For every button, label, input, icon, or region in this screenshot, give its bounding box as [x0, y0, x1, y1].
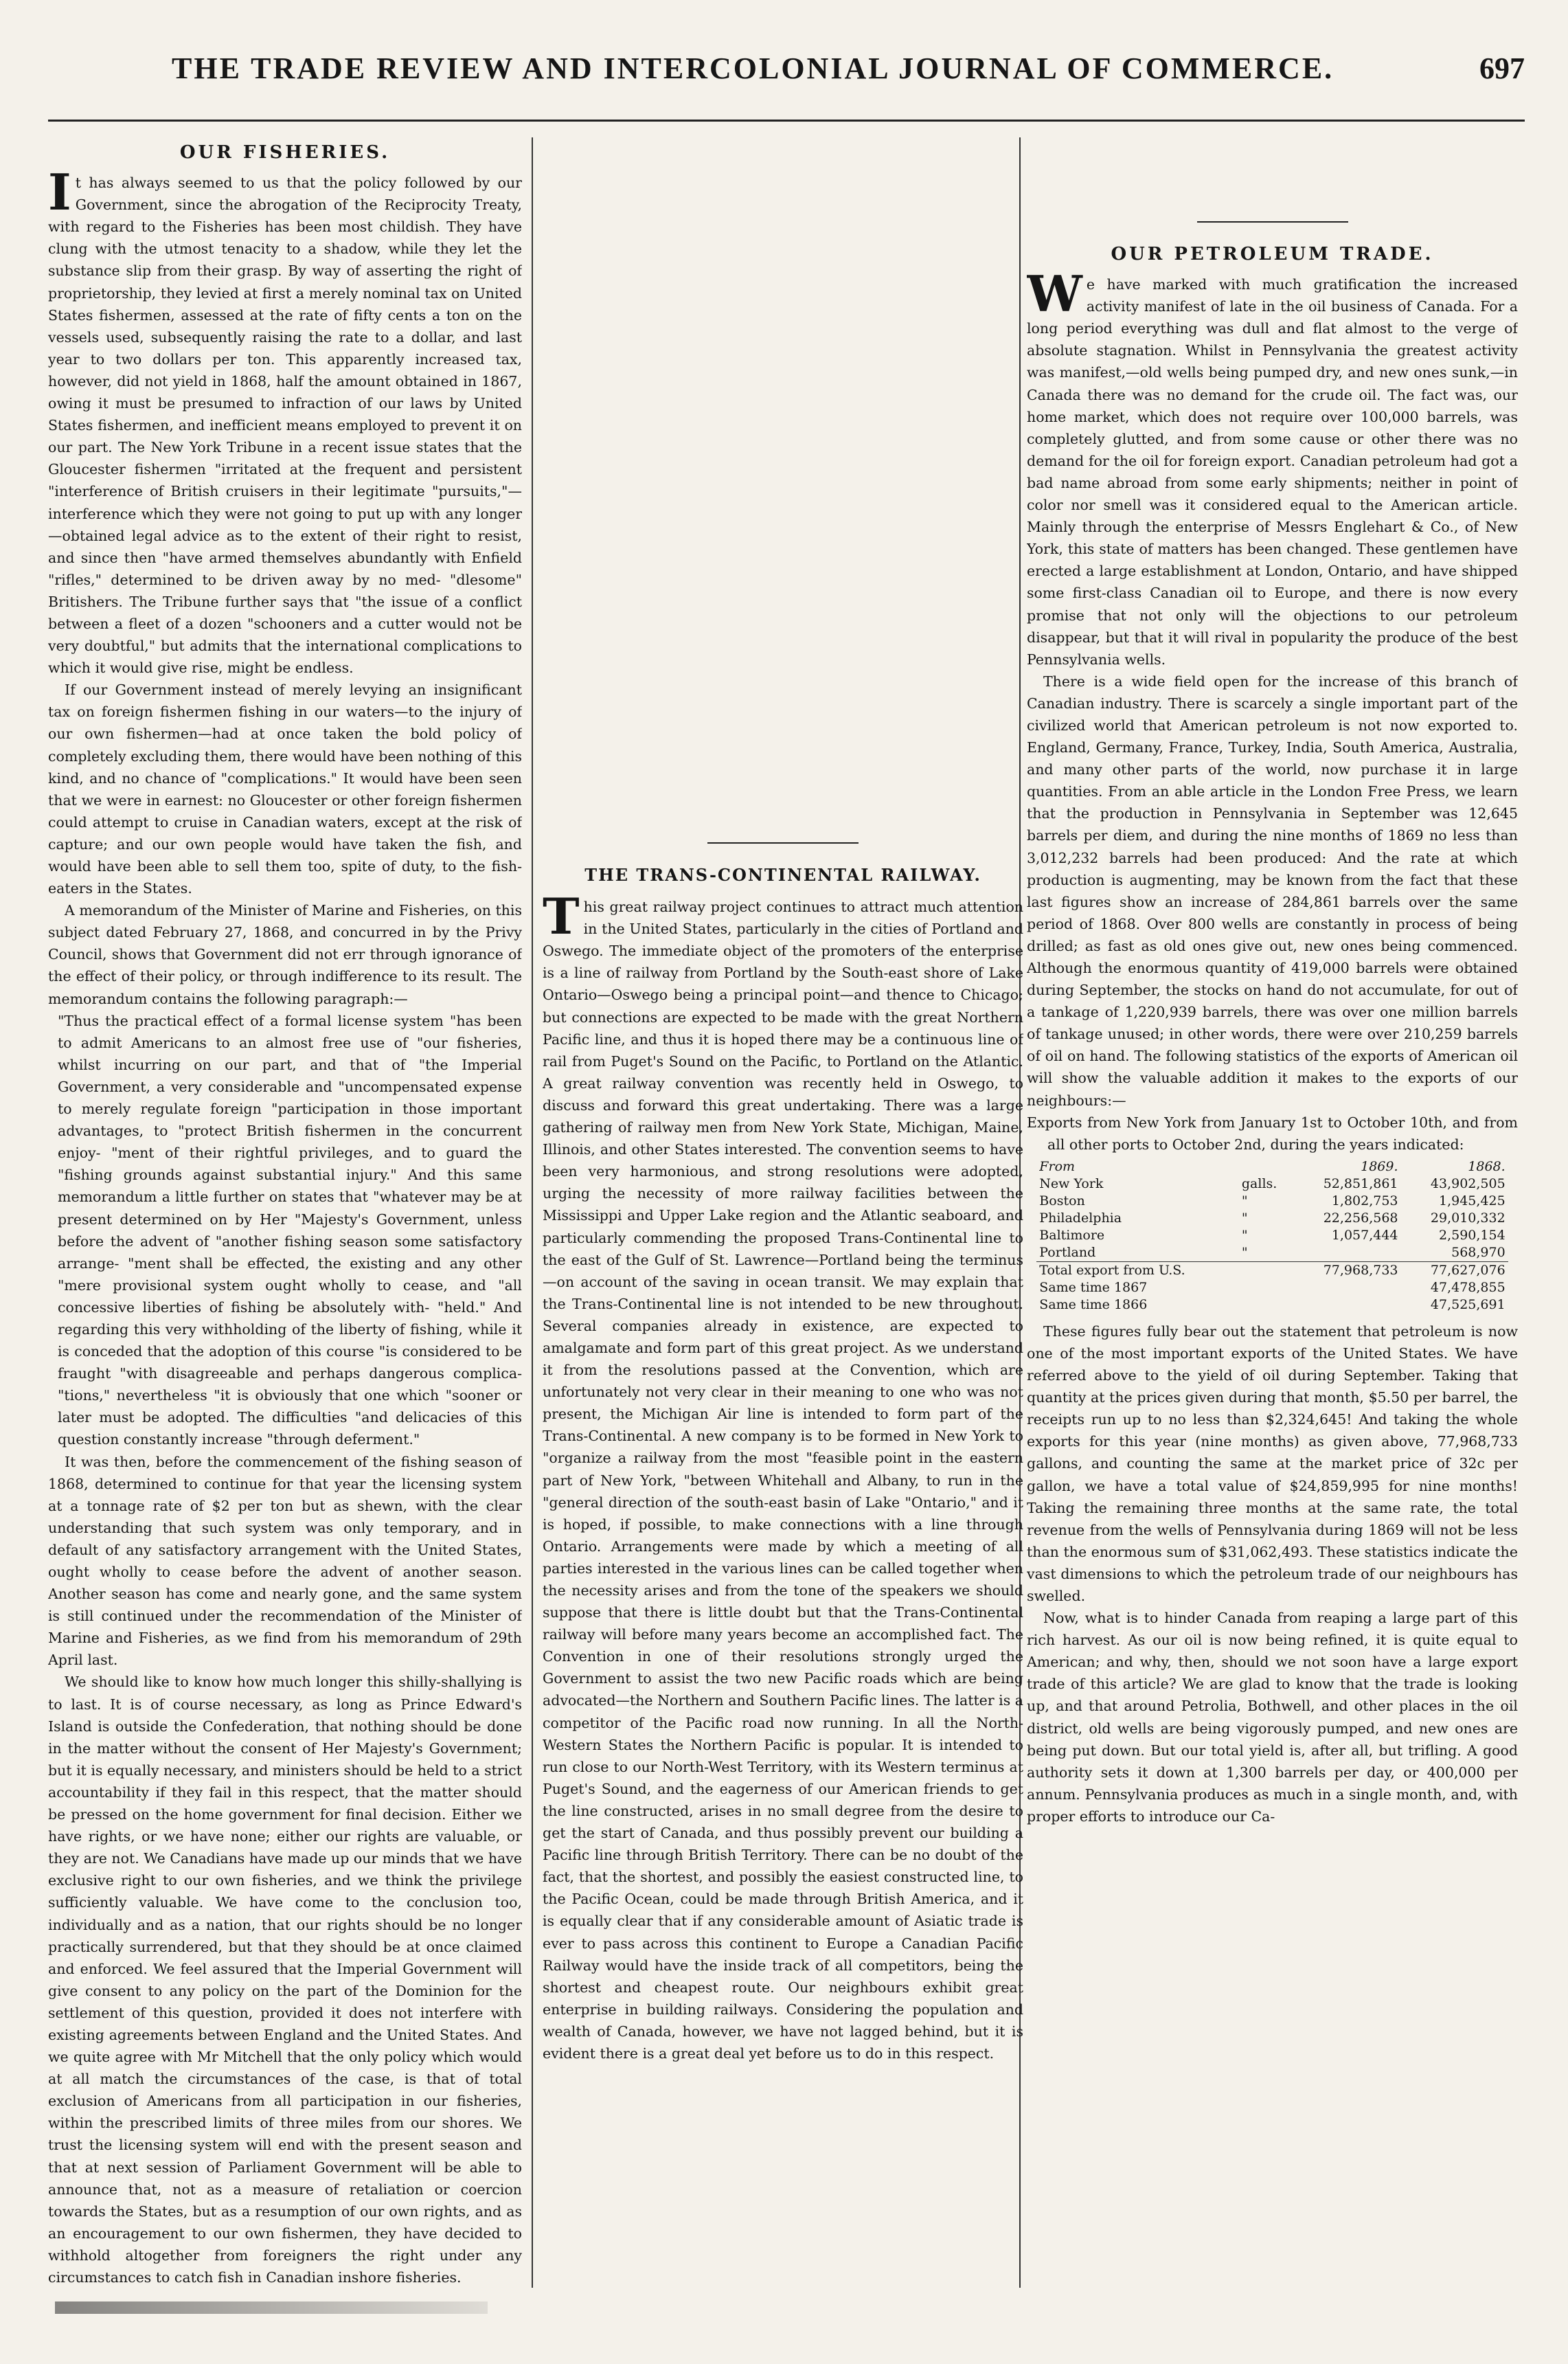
table-cell: 77,627,076	[1401, 1261, 1508, 1279]
table-cell: Same time 1866	[1039, 1296, 1148, 1312]
table-cell: 2,590,154	[1438, 1227, 1505, 1243]
table-cell	[1239, 1279, 1293, 1296]
table-cell	[1293, 1244, 1400, 1262]
table-row	[1036, 1279, 1508, 1296]
petroleum-paragraph: We have marked with much gratification the increased activity manifest of late in the oil business of Canada. For a long period everything was dull and flat almost to the verge of absolute stagnation. Whilst in Pennsylvania the greatest activity was manifest,—old wells being pumped dry, and new ones sunk,—in Canada there was no demand for the crude oil. The fact was, our home market, which does not require over 100,000 barrels, was completely glutted, and from some cause or other there was no demand for the oil for foreign export. Canadian petroleum had got a bad name abroad from some early shipments; neither in point of color nor smell was it considered equal to the American article. Mainly through the enterprise of Messrs Englehart & Co., of New York, this state of matters has been changed. These gentlemen have erected a large establishment at London, Ontario, and have shipped some first-class Canadian oil to Europe, and there is now every promise that not only will the objections to our petroleum disappear, but that it will rival in popularity the produce of the best Pennsylvania wells.	[1027, 264, 1518, 668]
table-cell: "	[1241, 1210, 1248, 1226]
fisheries-continuation	[543, 137, 1023, 824]
table-cell	[1293, 1296, 1400, 1314]
railway-heading: THE TRANS-CONTINENTAL RAILWAY.	[584, 865, 981, 885]
section-separator	[707, 842, 859, 844]
fisheries-paragraph: A memorandum of the Minister of Marine and Fisheries, on this subject dated February 27, 1868, and concurred in by the Privy Council, shows that Government did not err through ignorance of the effect of their policy, or through indifference to its result. The memorandum contains the following paragraph:—	[48, 902, 522, 1007]
petroleum-paragraph: There is a wide field open for the increase of this branch of Canadian industry. There is scarcely a single important part of the civilized world that American petroleum is not now exported to. England, Germany, France, Turkey, India, South America, Australia, and many other parts of the world, now purchase it in large quantities. From an able article in the London Free Press, we learn that the production in Pennsylvania in September was 12,645 barrels per diem, and during the nine months of 1869 no less than 3,012,232 barrels had been produced: And the rate at which production is augmenting, may be known from the fact that these last figures show an increase of 284,861 barrels over the same period of 1868. Over 800 wells are constantly in process of being drilled; as fast as old ones give out, new ones being commenced. Although the enormous quantity of 419,000 barrels were obtained during September, the stocks on hand do not accumulate, for out of a tankage of 1,220,939 barrels, there was over one million barrels of tankage unused; in other words, there were over 210,259 barrels of oil on hand. The following statistics of the exports of American oil will show the valuable addition it makes to the exports of our neighbours:—	[1027, 673, 1518, 1109]
table-header-cell: 1869.	[1361, 1158, 1398, 1174]
fisheries-paragraph: If our Government instead of merely levying an insignificant tax on foreign fishermen fishing in our waters—to the injury of our own fishermen—had at once taken the bold policy of completely excluding them, there would have been nothing of this kind, and no chance of "complications." It would have been seen that we were in earnest: no Gloucester or other foreign fishermen could attempt to cruise in Canadian waters, except at the risk of capture; and our own people would have taken the fish, and would have been able to sell them too, spite of duty, to the fish-eaters in the States.	[48, 682, 522, 897]
memorandum-quote	[48, 1010, 522, 1451]
table-cell: 22,256,568	[1323, 1210, 1398, 1226]
table-cell: "	[1241, 1244, 1248, 1260]
table-cell: Same time 1867	[1039, 1279, 1148, 1295]
table-cell: 77,968,733	[1293, 1261, 1400, 1279]
petroleum-paragraph: These figures fully bear out the statement that petroleum is now one of the most important exports of the United States. We have referred above to the yield of oil during September. Taking that quantity at the prices given during that month, $5.50 per barrel, the receipts run up to no less than $2,324,645! And taking the whole exports for this year (nine months) as given above, 77,968,733 gallons, and counting the same at the market price of 32c per gallon, we have a total value of $24,859,995 for nine months! Taking the remaining three months at the same rate, the total revenue from the wells of Pennsylvania during 1869 will not be less than the enormous sum of $31,062,493. These statistics indicate the vast dimensions to which the petroleum trade of our neighbours has swelled.	[1027, 1322, 1518, 1604]
table-cell: 52,851,861	[1323, 1175, 1398, 1191]
page-edge-stain	[55, 2301, 488, 2314]
railway-paragraph: This great railway project continues to attract much attention in the United States, particularly in the cities of Portland and Oswego. The immediate object of the promoters of the enterprise is a line of railway from Portland by the South-east shore of Lake Ontario—Oswego being a principal point—and thence to Chicago; but connections are expected to be made with the great Northern Pacific line, and thus it is hoped there may be a continuous line of rail from Puget's Sound on the Pacific, to Portland on the Atlantic. A great railway convention was recently held in Oswego, to discuss and forward this great undertaking. There was a large gathering of railway men from New York State, Michigan, Maine, Illinois, and other States interested. The convention seems to have been very harmonious, and strong resolutions were adopted, urging the necessity of more railway facilities between the Mississippi and Upper Lake region and the Atlantic seaboard, and particularly commending the proposed Trans-Continental line to the east of the Gulf of St. Lawrence—Portland being the terminus—on account of the saving in ocean transit. We may explain that the Trans-Continental line is not intended to be new throughout. Several companies already in existence, are expected to amalgamate and form part of this great project. As we understand it from the resolutions passed at the Convention, which are unfortunately not very clear in their meaning to one who was not present, the Michigan Air line is intended to form part of the Trans-Continental. A new company is to be formed in New York to "organize a railway from the most "feasible point in the eastern part of New York, "between Whitehall and Albany, to run in the "general direction of the south-east basin of Lake "Ontario," and it is hoped, if possible, to make connections with a line through Ontario. Arrangements were made by which a meeting of all parties interested in the various lines can be called together when the necessity arises and from the tone of the speakers we should suppose that there is little doubt but that the Trans-Continental railway will before many years become an accomplished fact. The Convention in one of their resolutions strongly urged the Government to assist the two new Pacific roads which are being advocated—the Northern and Southern Pacific lines. The latter is a competitor of the Pacific road now running. In all the North-Western States the Northern Pacific is popular. It is intended to run close to our North-West Territory, with its Western terminus at Puget's Sound, and the eagerness of our American friends to get the line constructed, arises in no small degree from the desire to get the start of Canada, and thus possibly prevent our building a Pacific line through British Territory. There can be no doubt of the fact, that the shortest, and possibly the easiest constructed line, to the Pacific Ocean, could be made through British America, and it is equally clear that if any considerable amount of Asiatic trade is ever to pass across this continent to Europe a Canadian Pacific Railway would have the inside track of all competitors, being the shortest and cheapest route. Our neighbours exhibit great enterprise in building railways. Considering the population and wealth of Canada, however, we have not lagged behind, but it is evident there is a great deal yet before us to do in this respect.	[543, 887, 1023, 2062]
table-cell: 1,802,753	[1331, 1193, 1398, 1208]
table-cell: 47,478,855	[1430, 1279, 1505, 1295]
table-cell: Philadelphia	[1039, 1210, 1122, 1226]
table-header-cell	[1239, 1158, 1293, 1175]
page-header	[48, 43, 1525, 125]
table-cell: "	[1241, 1227, 1248, 1243]
table-row	[1036, 1175, 1508, 1193]
fisheries-heading: OUR FISHERIES.	[179, 142, 391, 163]
table-row	[1036, 1296, 1508, 1314]
exports-table	[1036, 1158, 1508, 1314]
column-1	[48, 137, 522, 2301]
table-row	[1036, 1210, 1508, 1227]
table-row	[1036, 1193, 1508, 1210]
fisheries-paragraph: We should like to know how much longer this shilly-shallying is to last. It is of course necessary, as long as Prince Edward's Island is outside the Confederation, that nothing should be done in the matter without the consent of Her Majesty's Government; but it is equally necessary, and ministers should be held to a strict accountability if they fail in this respect, that the matter should be pressed on the home government for final decision. Either we have rights, or we have none; either our rights are valuable, or they are not. We Canadians have made up our minds that we have exclusive right to our own fisheries, and we think the privilege sufficiently valuable. We have come to the conclusion too, individually and as a nation, that our rights should be no longer practically surrendered, but that they should be at once claimed and enforced. We feel assured that the Imperial Government will give consent to any policy on the part of the Dominion for the settlement of this question, provided it does not interfere with existing agreements between England and the United States. And we quite agree with Mr Mitchell that the only policy which would at all match the circumstances of the case, is that of total exclusion of Americans from all participation in our fisheries, within the prescribed limits of three miles from our shores. We trust the licensing system will end with the present season and that at next session of Parliament Government will be able to announce that, not as a measure of retaliation or coercion towards the States, but as a resumption of our own rights, and as an encouragement to our own fishermen, they have decided to withhold altogether from foreigners the right under any circumstances to catch fish in Canadian inshore fisheries.	[48, 1674, 522, 2286]
railway-continuation	[1027, 137, 1518, 203]
table-total-row	[1036, 1261, 1508, 1279]
table-cell: 568,970	[1451, 1244, 1505, 1260]
column-divider-1	[532, 137, 533, 2288]
table-cell: Boston	[1039, 1193, 1085, 1208]
table-cell: 1,057,444	[1331, 1227, 1398, 1243]
table-cell: galls.	[1241, 1175, 1277, 1191]
table-header-cell: 1868.	[1468, 1158, 1505, 1174]
header-rule	[48, 120, 1525, 122]
table-cell: Total export from U.S.	[1036, 1261, 1239, 1279]
table-row	[1036, 1227, 1508, 1244]
table-cell: "	[1241, 1193, 1248, 1208]
fisheries-paragraph: It was then, before the commencement of the fishing season of 1868, determined to continue for that year the licensing system at a tonnage rate of $2 per ton but as shewn, with the clear understanding that such system was only temporary, and in default of any satisfactory arrangement with the United States, ought wholly to cease before the advent of another season. Another season has come and nearly gone, and the same system is still continued under the recommendation of the Minister of Marine and Fisheries, as we find from his memorandum of 29th April last.	[48, 1453, 522, 1669]
exports-table-intro: Exports from New York from January 1st to October 10th, and from all other ports to October 2nd, during the years indicated:	[1027, 1114, 1518, 1153]
journal-title: THE TRADE REVIEW AND INTERCOLONIAL JOURNAL OF COMMERCE.	[172, 52, 1334, 85]
petroleum-heading: OUR PETROLEUM TRADE.	[1111, 244, 1434, 264]
section-separator	[1197, 221, 1348, 223]
table-cell: 47,525,691	[1430, 1296, 1505, 1312]
table-row	[1036, 1244, 1508, 1262]
table-cell	[1239, 1261, 1293, 1279]
table-cell	[1293, 1279, 1400, 1296]
table-cell: 29,010,332	[1430, 1210, 1505, 1226]
petroleum-paragraph: Now, what is to hinder Canada from reaping a large part of this rich harvest. As our oil is now being refined, it is quite equal to American; and why, then, should we not soon have a large export trade of this article? We are glad to know that the trade is looking up, and that around Petrolia, Bothwell, and other places in the oil district, old wells are being vigorously pumped, and new ones are being put down. But our total yield is, after all, but trifling. A good authority sets it down at 1,300 barrels per day, or 400,000 per annum. Pennsylvania produces as much in a single month, and, with proper efforts to introduce our Ca-	[1027, 1610, 1518, 1825]
table-cell	[1239, 1296, 1293, 1314]
quote-text: "Thus the practical effect of a formal license system "has been to admit Americans to an almost free use of "our fisheries, whilst incurring on our part, and that of "the Imperial Government, a very considerable and "uncompensated expense to merely regulate foreign "participation in those important advantages, to "protect British fishermen in the concurrent enjoy- "ment of their rightful privileges, and to guard the "fishing grounds against substantial injury." And this same memorandum a little further on states that "whatever may be at present determined on by Her "Majesty's Government, unless before the advent of "another fishing season some satisfactory arrange- "ment shall be effected, the existing and any other "mere provisional system ought wholly to cease, and "all concessive liberties of fishing be absolutely with- "held." And regarding this very withholding of the liberty of fishing, while it is conceded that the adoption of this course "is considered to be fraught "with disagreeable and perhaps dangerous complica- "tions," nevertheless "it is obviously that one which "sooner or later must be adopted. The difficulties "and delicacies of this question constantly increase "through deferment."	[58, 1012, 522, 1448]
table-cell: 43,902,505	[1430, 1175, 1505, 1191]
table-cell: New York	[1039, 1175, 1104, 1191]
table-cell: Portland	[1039, 1244, 1096, 1260]
page-number: 697	[1479, 52, 1525, 85]
table-cell: 1,945,425	[1438, 1193, 1505, 1208]
table-header-row	[1036, 1158, 1508, 1175]
table-header-cell: From	[1039, 1158, 1076, 1174]
column-2	[543, 137, 1023, 2301]
column-3	[1027, 137, 1518, 2301]
fisheries-paragraph: It has always seemed to us that the policy followed by our Government, since the abrogation of the Reciprocity Treaty, with regard to the Fisheries has been most childish. They have clung with the utmost tenacity to a shadow, while they let the substance slip from their grasp. By way of asserting the right of proprietorship, they levied at first a merely nominal tax on United States fishermen, assessed at the rate of fifty cents a ton on the vessels used, subsequently raising the rate to a dollar, and last year to two dollars per ton. This apparently increased tax, however, did not yield in 1868, half the amount obtained in 1867, owing it must be presumed to infraction of our laws by United States fishermen, and inefficient means employed to prevent it on our part. The New York Tribune in a recent issue states that the Gloucester fishermen "irritated at the frequent and persistent "interference of British cruisers in their legitimate "pursuits,"—interference which they were not going to put up with any longer—obtained legal advice as to the extent of their right to resist, and since then "have armed themselves abundantly with Enfield "rifles," determined to be driven away by no med- "dlesome" Britishers. The Tribune further says that "the issue of a conflict between a fleet of a dozen "schooners and a cutter would not be very doubtful," but admits that the international complications to which it would give rise, might be endless.	[48, 163, 522, 677]
table-cell: Baltimore	[1039, 1227, 1105, 1243]
